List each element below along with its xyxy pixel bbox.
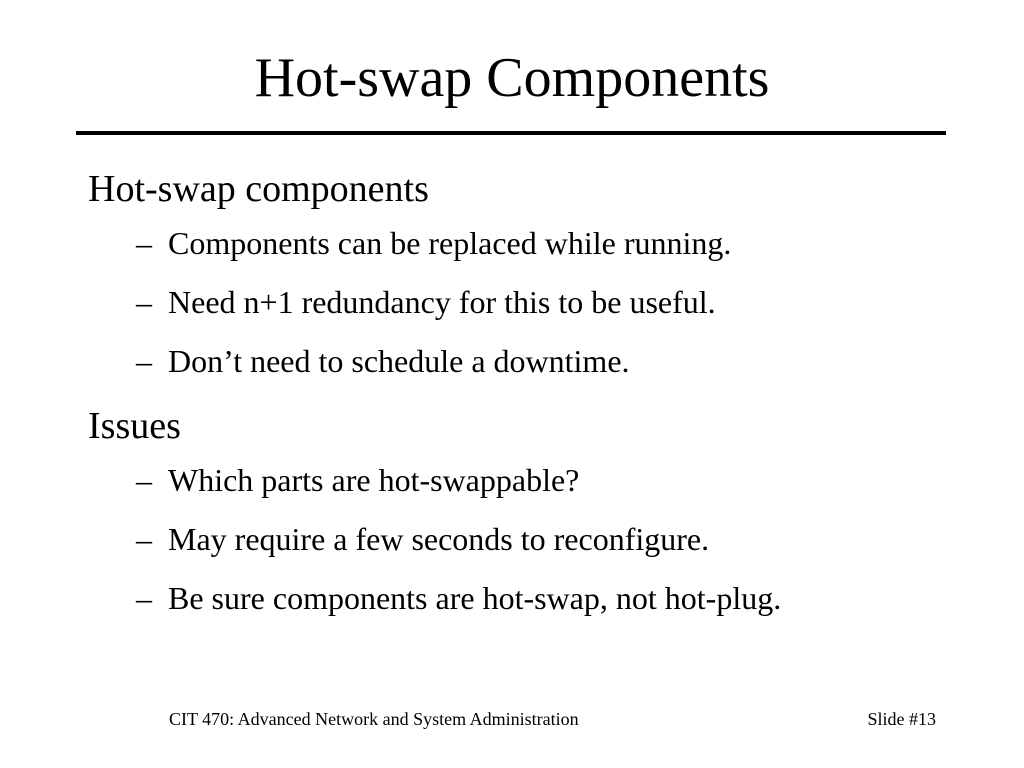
footer-slide-number: Slide #13 — [867, 709, 936, 729]
bullet-marker: – — [136, 343, 152, 379]
footer-course-title: CIT 470: Advanced Network and System Administration — [169, 709, 579, 729]
slide-body — [88, 165, 988, 639]
bullet-item — [88, 225, 988, 262]
bullet-text: Be sure components are hot-swap, not hot-plug. — [168, 580, 782, 616]
bullet-marker: – — [136, 462, 152, 498]
bullet-marker: – — [136, 521, 152, 557]
bullet-marker: – — [136, 284, 152, 320]
slide-title: Hot-swap Components — [254, 47, 770, 109]
section-heading: Issues — [88, 405, 181, 447]
section-hot-swap — [88, 165, 988, 380]
title-divider — [76, 131, 946, 135]
bullet-marker: – — [136, 225, 152, 261]
bullet-text: Which parts are hot-swappable? — [168, 462, 580, 498]
bullet-item — [88, 343, 988, 380]
bullet-item — [88, 521, 988, 558]
bullet-list — [88, 225, 988, 380]
bullet-marker: – — [136, 580, 152, 616]
section-heading: Hot-swap components — [88, 168, 429, 210]
bullet-item — [88, 284, 988, 321]
bullet-item — [88, 580, 988, 617]
section-issues — [88, 402, 988, 617]
bullet-text: Need n+1 redundancy for this to be useful. — [168, 284, 716, 320]
bullet-text: Components can be replaced while running. — [168, 225, 732, 261]
bullet-text: May require a few seconds to reconfigure. — [168, 521, 710, 557]
bullet-text: Don’t need to schedule a downtime. — [168, 343, 630, 379]
bullet-list — [88, 462, 988, 617]
bullet-item — [88, 462, 988, 499]
